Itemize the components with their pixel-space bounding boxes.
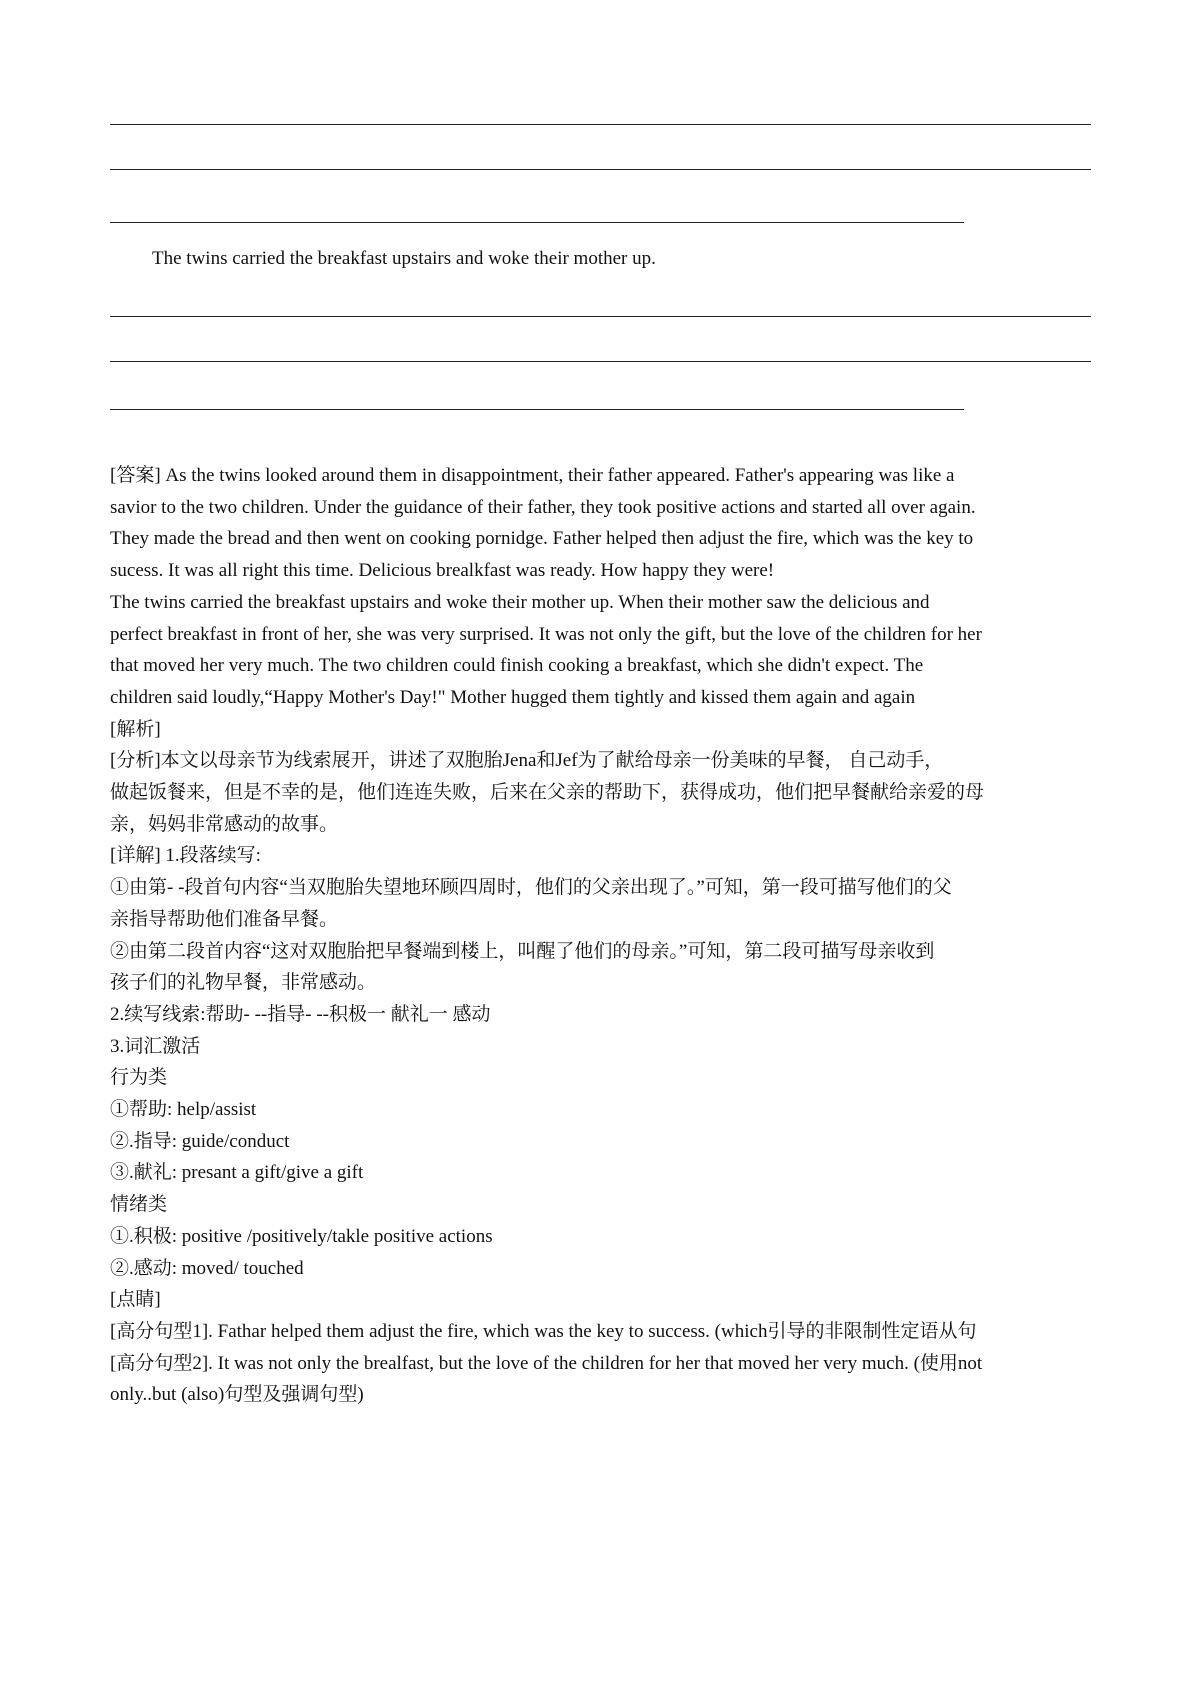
answer-section [110,460,1100,1411]
detail-line: ②由第二段首内容“这对双胞胎把早餐端到楼上，叫醒了他们的母亲。”可知，第二段可描写母亲收到 [110,940,935,962]
vocab-item: ③.献礼: presant a gift/give a gift [110,1162,364,1184]
answer-line: children said loudly,“Happy Mother's Day!" Mother hugged them tightly and kissed them again and again [110,686,916,708]
answer-line: that moved her very much. The two children could finish cooking a breakfast, which she didn't expect. The [110,655,924,677]
sentence-pattern: [高分句型2]. It was not only the brealfast, but the love of the children for her that moved her very much. (使用not [110,1352,983,1374]
clue-line: 2.续写线索:帮助- --指导- --积极一 献礼一 感动 [110,1003,491,1025]
vocab-item: ②.感动: moved/ touched [110,1257,304,1279]
analysis-heading: [解析] [110,718,161,740]
sentence-pattern: [高分句型1]. Fathar helped them adjust the fire, which was the key to success. (which引导的非限制性定语从句 [110,1320,977,1342]
answer-line: The twins carried the breakfast upstairs and woke their mother up. When their mother saw the delicious and [110,591,930,613]
answer-line: perfect breakfast in front of her, she was very surprised. It was not only the gift, but the love of the children for her [110,623,982,645]
vocab-category: 行为类 [110,1067,168,1089]
analysis-line: [分析]本文以母亲节为线索展开，讲述了双胞胎Jena和Jef为了献给母亲一份美味的早餐， 自己动手， [110,750,944,772]
answer-line: [答案] As the twins looked around them in disappointment, their father appeared. Father's appearing was like a [110,465,955,486]
detail-line: 亲指导帮助他们准备早餐。 [110,908,339,930]
vocab-item: ①帮助: help/assist [110,1099,257,1121]
writing-line [110,169,1091,170]
writing-line [110,409,964,410]
detail-heading: [详解] 1.段落续写: [110,845,261,867]
writing-line [110,316,1091,317]
vocab-item: ①.积极: positive /positively/takle positive actions [110,1225,493,1247]
vocab-item: ②.指导: guide/conduct [110,1130,290,1152]
highlight-heading: [点睛] [110,1289,161,1311]
answer-line: They made the bread and then went on cooking pornidge. Father helped then adjust the fire, which was the key to [110,528,974,550]
answer-line: sucess. It was all right this time. Delicious brealkfast was ready. How happy they were! [110,560,775,582]
paragraph-prompt: The twins carried the breakfast upstairs and woke their mother up. [152,248,656,269]
analysis-line: 亲，妈妈非常感动的故事。 [110,813,339,835]
detail-line: 孩子们的礼物早餐，非常感动。 [110,972,377,994]
detail-line: ①由第- -段首句内容“当双胞胎失望地环顾四周时，他们的父亲出现了。”可知，第一段可描写他们的父 [110,877,952,899]
sentence-pattern: only..but (also)句型及强调句型) [110,1384,364,1406]
writing-line [110,222,964,223]
writing-line [110,124,1091,125]
analysis-line: 做起饭餐来，但是不幸的是，他们连连失败，后来在父亲的帮助下，获得成功，他们把早餐献给亲爱的母 [110,782,985,804]
vocab-heading: 3.词汇激活 [110,1035,201,1057]
vocab-category: 情绪类 [110,1194,168,1216]
answer-line: savior to the two children. Under the guidance of their father, they took positive actions and started all over again. [110,496,976,518]
writing-line [110,361,1091,362]
